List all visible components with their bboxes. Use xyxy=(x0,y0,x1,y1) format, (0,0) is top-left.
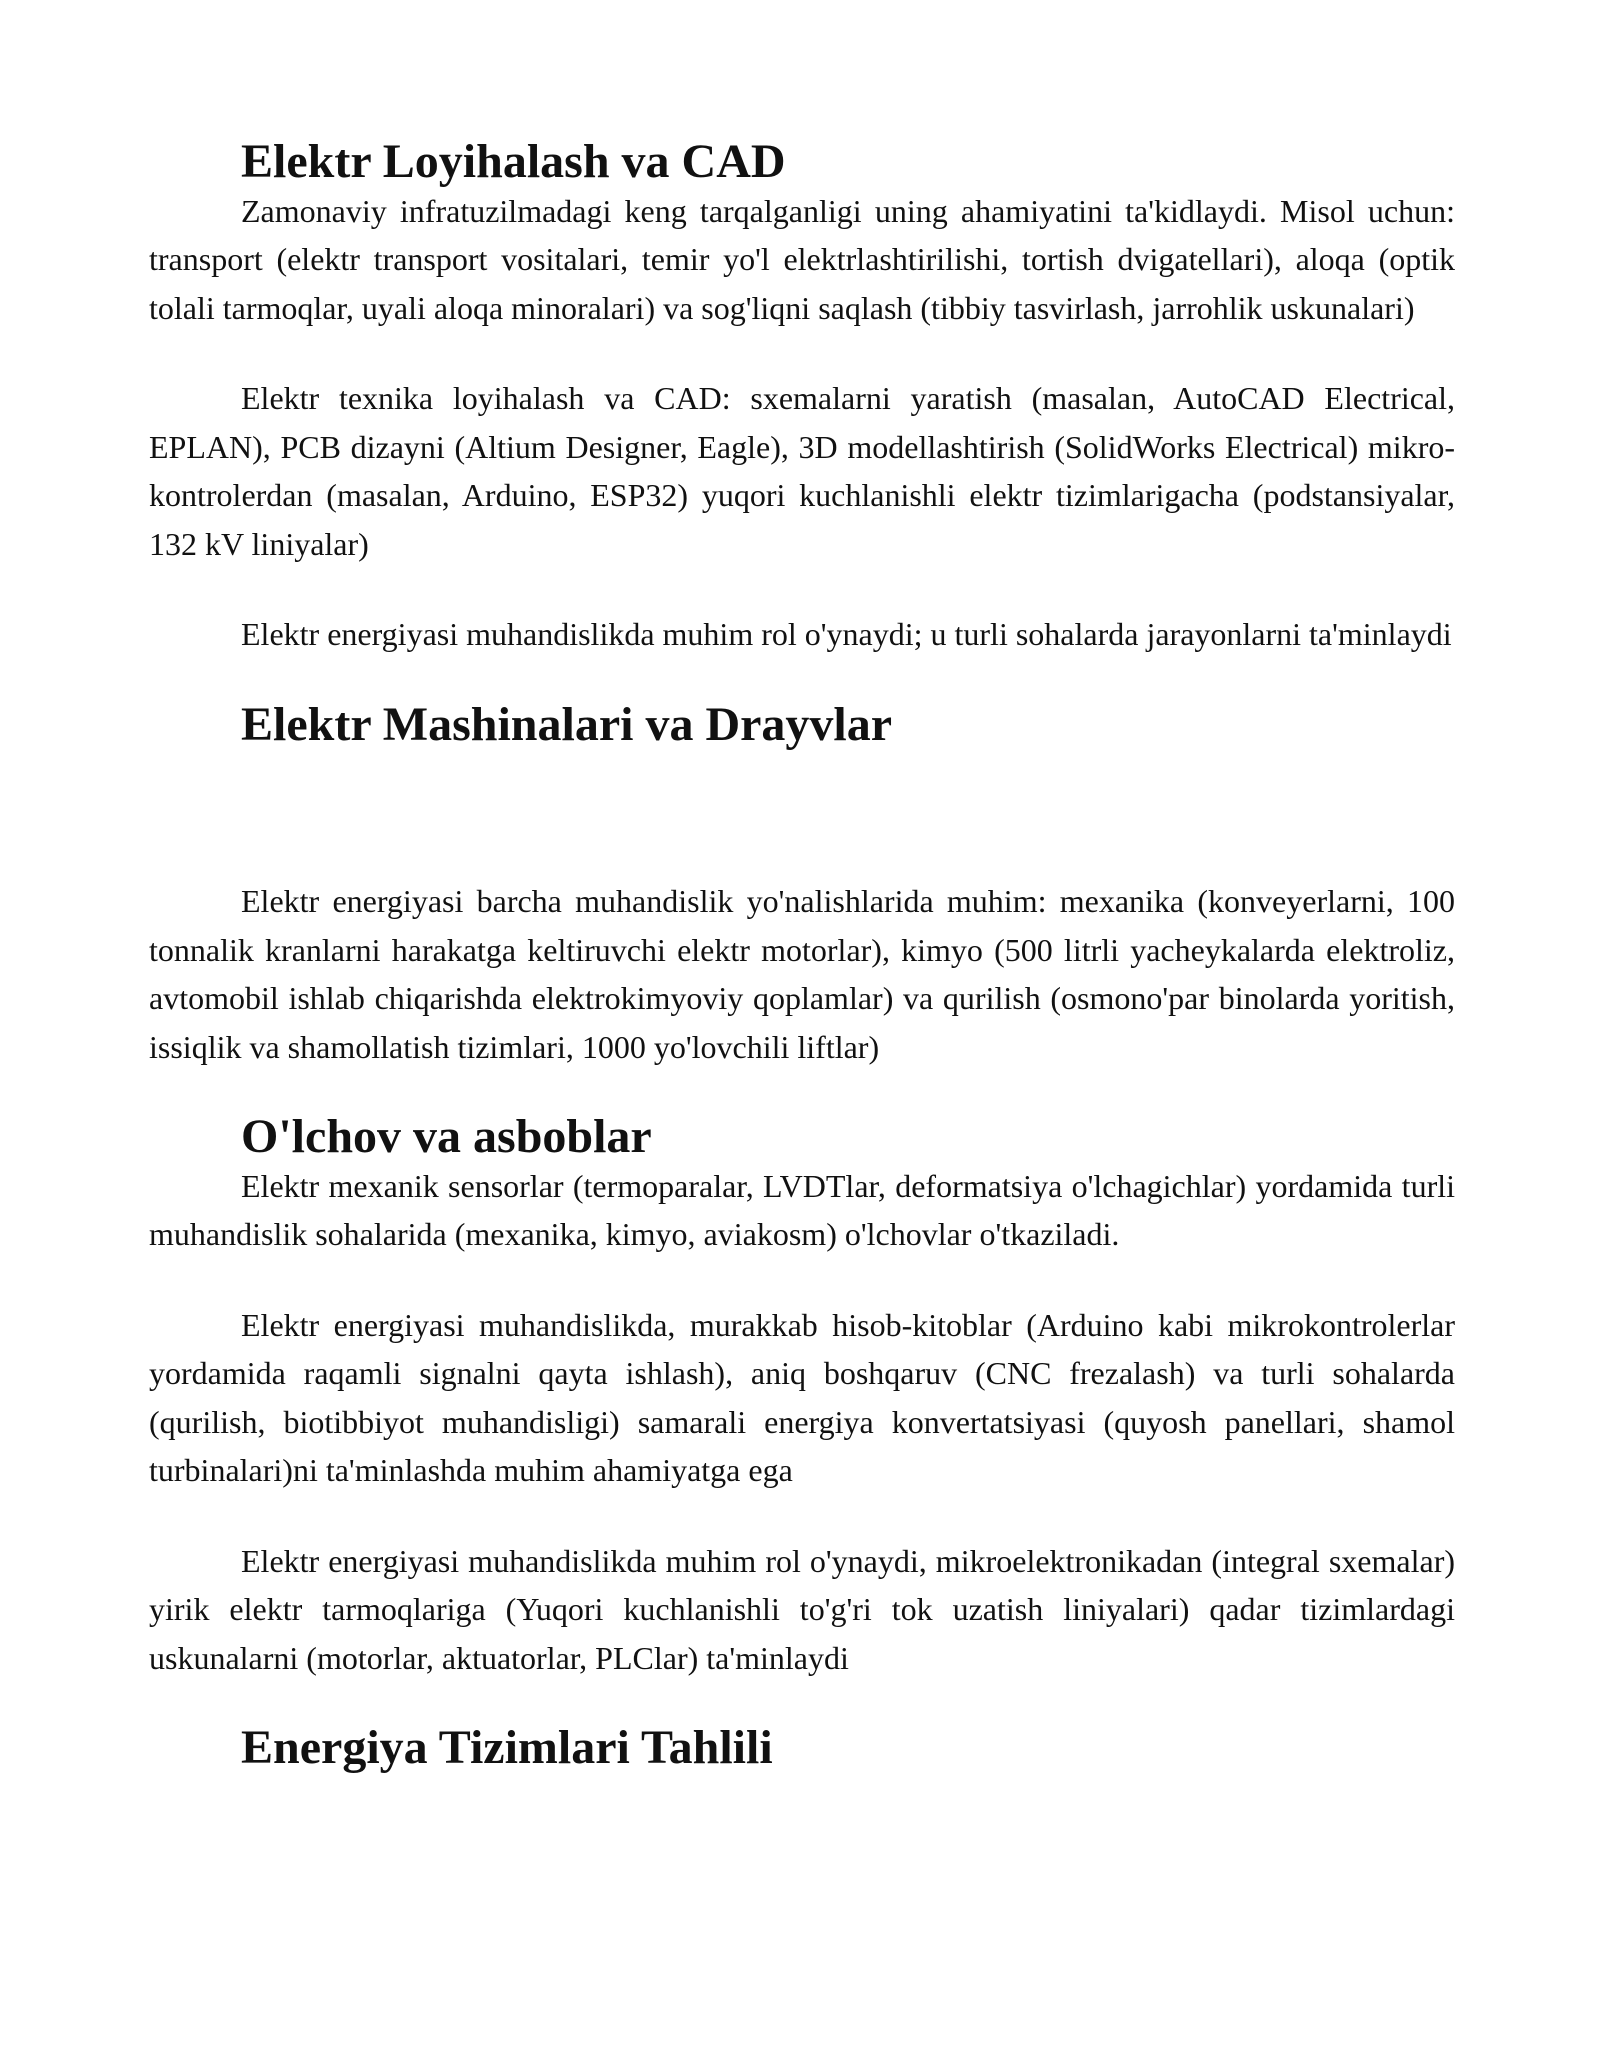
paragraph-energy-role: Elektr energiyasi muhandislikda muhim rol o'ynaydi; u turli sohalarda jarayonlarni ta'minlaydi xyxy=(241,616,1452,652)
paragraph-sensors: Elektr mexanik sensorlar (termoparalar, LVDTlar, deformatsiya o'lchagichlar) yordamida turli muhandislik sohalarida (mexanika, kimyo, aviakosm) o'lchovlar o'tkaziladi. xyxy=(149,1167,1455,1252)
section-heading-measurement: O'lchov va asboblar xyxy=(241,1110,652,1163)
document-page xyxy=(149,135,1455,1774)
paragraph-infrastructure: Zamonaviy infratuzilmadagi keng tarqalganligi uning ahamiyatini ta'kidlaydi. Misol uchun: transport (elektr transport vositalari, temir yo'l elektrlashtirilishi, tortish dvigatellari), aloqa (optik tolali tarmoqlar, uyali aloqa minoralari) va sog'liqni saqlash (tibbiy tasvirlash, jarrohlik uskunalari) xyxy=(149,192,1455,326)
section-heading-machines: Elektr Mashinalari va Drayvlar xyxy=(241,697,893,751)
section-heading-power-systems: Energiya Tizimlari Tahlili xyxy=(241,1721,773,1774)
paragraph-cad-design: Elektr texnika loyihalash va CAD: sxemalarni yaratish (masalan, AutoCAD Electrical, EPLAN), PCB dizayni (Altium Designer, Eagle), 3D modellashtirish (SolidWorks Electrical) mikro-kontrolerdan (masalan, Arduino, ESP32) yuqori kuchlanishli elektr tizimlarigacha (podstansiyalar, 132 kV liniyalar) xyxy=(149,380,1455,562)
paragraph-microelectronics: Elektr energiyasi muhandislikda muhim rol o'ynaydi, mikroelektronikadan (integral sxemalar) yirik elektr tarmoqlariga (Yuqori kuchlanishli to'g'ri tok uzatish liniyalari) qadar tizimlardagi uskunalarni (motorlar, aktuatorlar, PLClar) ta'minlaydi xyxy=(149,1542,1455,1676)
paragraph-calculations: Elektr energiyasi muhandislikda, murakkab hisob-kitoblar (Arduino kabi mikrokontrolerlar yordamida raqamli signalni qayta ishlash), aniq boshqaruv (CNC frezalash) va turli sohalarda (qurilish, biotibbiyot muhandisligi) samarali energiya konvertatsiyasi (quyosh panellari, shamol turbinalari)ni ta'minlashda muhim ahamiyatga ega xyxy=(149,1306,1455,1488)
section-heading-cad: Elektr Loyihalash va CAD xyxy=(241,135,786,188)
paragraph-engineering-fields: Elektr energiyasi barcha muhandislik yo'nalishlarida muhim: mexanika (konveyerlarni, 100 tonnalik kranlarni harakatga keltiruvchi elektr motorlar), kimyo (500 litrli yacheykalarda elektroliz, avtomobil ishlab chiqarishda elektrokimyoviy qoplamlar) va qurilish (osmono'par binolarda yoritish, issiqlik va shamollatish tizimlari, 1000 yo'lovchili liftlar) xyxy=(149,883,1455,1065)
